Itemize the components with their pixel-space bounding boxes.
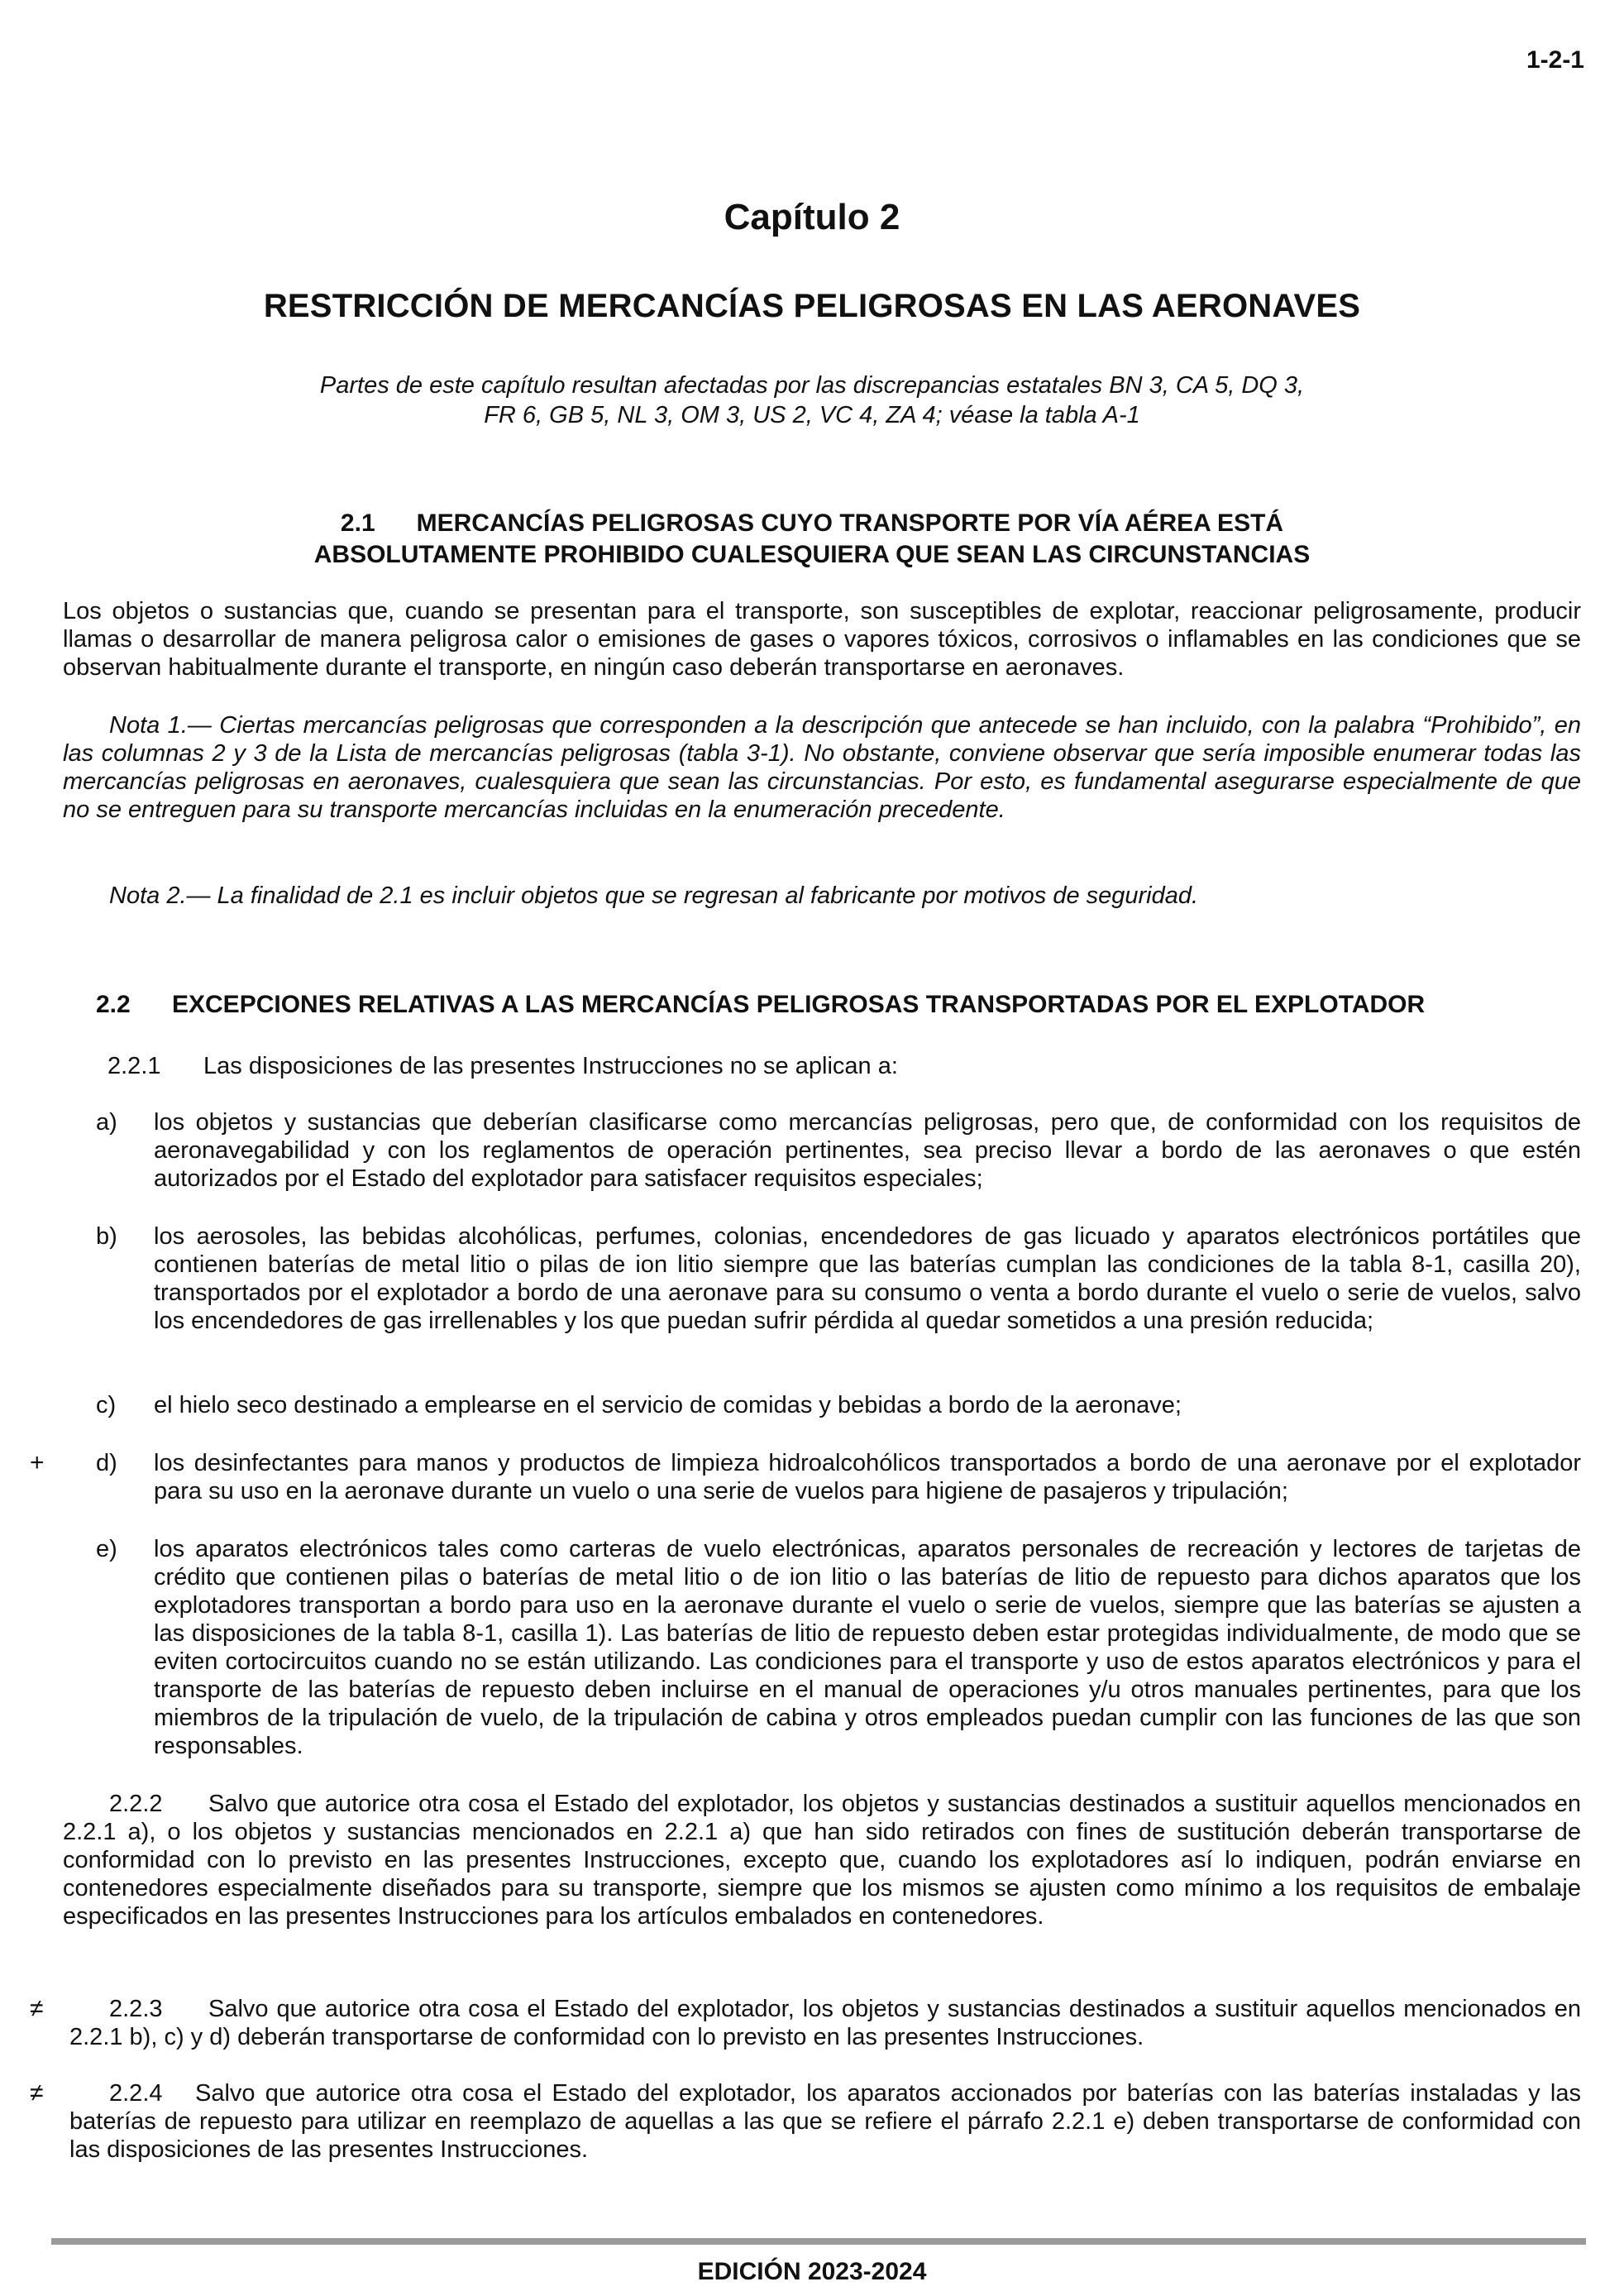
section-2-1-body: Los objetos o sustancias que, cuando se presentan para el transporte, son susceptibles de explotar, reaccionar peligrosamente, producir llamas o desarrollar de manera peligrosa calor o emisiones de gases o vapores tóxicos, corrosivos o inflamables en las condiciones que se observan habitualmente durante el transporte, en ningún caso deberán transportarse en aeronaves. [63,598,1581,681]
section-2-1-title-line-2: ABSOLUTAMENTE PROHIBIDO CUALESQUIERA QUE SEAN LAS CIRCUNSTANCIAS [313,541,1311,568]
footer-rule [51,2238,1586,2245]
list-item-label: c) [96,1392,117,1418]
paragraph-2-2-3-text: Salvo que autorice otra cosa el Estado del explotador, los objetos y sustancias destinados a sustituir aquellos mencionados en 2.2.1 b), c) y d) deberán transportarse de conformidad con lo previsto en las presentes Instrucciones. [69,1996,1581,2050]
list-item-text: los objetos y sustancias que deberían clasificarse como mercancías peligrosas, pero que, de conformidad con los requisitos de aeronavegabilidad y con los reglamentos de operación pertinentes, sea preciso llevar a bordo de las aeronaves o que estén autorizados por el Estado del explotador para satisfacer requisitos especiales; [154,1109,1581,1192]
list-item-label: b) [96,1223,117,1250]
section-2-1-title [0,508,1624,571]
list-item-text: los aerosoles, las bebidas alcohólicas, perfumes, colonias, encendedores de gas licuado y aparatos electrónicos portátiles que contienen baterías de metal litio o pilas de ion litio siempre que las baterías cumplan las condiciones de la tabla 8-1, casilla 20), transportados por el explotador a bordo de una aeronave para su consumo o venta a bordo durante el vuelo o serie de vuelos, salvo los encendedores de gas irrellenables y los que puedan sufrir pérdida al quedar sometidos a una presión reducida; [154,1223,1581,1334]
note-2-text: Nota 2.— La finalidad de 2.1 es incluir objetos que se regresan al fabricante por motivos de seguridad. [109,883,1199,909]
change-mark-not-equal: ≠ [30,2079,44,2107]
paragraph-2-2-2 [63,1790,1581,1930]
list-item-label: a) [96,1109,117,1136]
note-1-text: Nota 1.— Ciertas mercancías peligrosas que corresponden a la descripción que antecede se han incluido, con la palabra “Prohibido”, en las columnas 2 y 3 de la Lista de mercancías peligrosas (tabla 3-1). No obstante, conviene observar que sería imposible enumerar todas las mercancías peligrosas en aeronaves, cualesquiera que sean las circunstancias. Por esto, es fundamental asegurarse especialmente de que no se entreguen para su transporte mercancías incluidas en la enumeración precedente. [63,712,1581,823]
paragraph-2-2-2-text: Salvo que autorice otra cosa el Estado del explotador, los objetos y sustancias destinados a sustituir aquellos mencionados en 2.2.1 a), o los objetos y sustancias mencionados en 2.2.1 a) que han sido retirados con fines de sustitución deberán transportarse de conformidad con lo previsto en las presentes Instrucciones, excepto que, cuando los explotadores así lo indiquen, podrán enviarse en contenedores especialmente diseñados para su transporte, siempre que los mismos se ajusten como mínimo a los requisitos de embalaje especificados en las presentes Instrucciones para los artículos embalados en contenedores. [63,1791,1581,1930]
change-mark-not-equal: ≠ [30,1995,44,2022]
note-2 [63,882,1581,910]
list-item-text: los desinfectantes para manos y productos de limpieza hidroalcohólicos transportados a bordo de una aeronave por el explotador para su uso en la aeronave durante un vuelo o una serie de vuelos para higiene de pasajeros y tripulación; [154,1450,1581,1504]
paragraph-2-2-2-number: 2.2.2 [109,1791,163,1817]
paragraph-2-2-1 [107,1052,898,1080]
list-item-e [96,1535,1581,1760]
list-item-label: e) [96,1536,117,1562]
section-2-2-number: 2.2 [96,991,131,1018]
footer-edition: EDICIÓN 2023-2024 [697,2258,927,2285]
paragraph-2-2-4-number: 2.2.4 [109,2080,163,2107]
paragraph-2-2-1-number: 2.2.1 [107,1053,161,1079]
state-discrepancies-note [0,371,1624,430]
list-item-b [96,1222,1581,1335]
paragraph-2-2-1-text: Las disposiciones de las presentes Instrucciones no se aplican a: [203,1053,898,1079]
list-item-d [96,1449,1581,1505]
list-item-a [96,1108,1581,1193]
discrepancies-line-1: Partes de este capítulo resultan afectadas por las discrepancias estatales BN 3, CA 5, DQ 3, [319,372,1305,399]
section-2-2-heading [96,991,1425,1019]
change-mark-plus: + [30,1449,45,1476]
paragraph-2-2-4-text: Salvo que autorice otra cosa el Estado del explotador, los aparatos accionados por baterías con las baterías instaladas y las baterías de repuesto para utilizar en reemplazo de aquellas a las que se refiere el párrafo 2.2.1 e) deben transportarse de conformidad con las disposiciones de las presentes Instrucciones. [69,2080,1581,2163]
paragraph-2-2-3-number: 2.2.3 [109,1996,163,2022]
list-item-label: d) [96,1450,117,1476]
chapter-title: RESTRICCIÓN DE MERCANCÍAS PELIGROSAS EN LAS AERONAVES [263,288,1361,324]
page-number: 1-2-1 [1526,46,1584,74]
chapter-label: Capítulo 2 [724,197,900,237]
section-2-2-title: EXCEPCIONES RELATIVAS A LAS MERCANCÍAS PELIGROSAS TRANSPORTADAS POR EL EXPLOTADOR [172,991,1426,1018]
list-item-text: los aparatos electrónicos tales como carteras de vuelo electrónicas, aparatos personales de recreación y lectores de tarjetas de crédito que contienen pilas o baterías de metal litio o de ion litio o las baterías de litio de repuesto para dichos aparatos que los explotadores transportan a bordo para uso en la aeronave durante el vuelo o serie de vuelos, siempre que las baterías se ajusten a las disposiciones de la tabla 8-1, casilla 1). Las baterías de litio de repuesto deben estar protegidas individualmente, de modo que se eviten cortocircuitos cuando no se están utilizando. Las condiciones para el transporte y uso de estos aparatos electrónicos y para el transporte de las baterías de repuesto deben incluirse en el manual de operaciones y/u otros manuales pertinentes, para que los miembros de la tripulación de vuelo, de la tripulación de cabina y otros empleados puedan cumplir con las funciones de las que son responsables. [154,1536,1581,1759]
list-item-text: el hielo seco destinado a emplearse en el servicio de comidas y bebidas a bordo de la aeronave; [154,1392,1182,1418]
section-2-1-title-line-1: 2.1 MERCANCÍAS PELIGROSAS CUYO TRANSPORTE POR VÍA AÉREA ESTÁ [340,509,1284,537]
note-1 [63,711,1581,824]
list-item-c [96,1391,1581,1419]
discrepancies-line-2: FR 6, GB 5, NL 3, OM 3, US 2, VC 4, ZA 4; véase la tabla A-1 [484,402,1140,428]
paragraph-2-2-3 [69,1995,1581,2051]
paragraph-2-2-4 [69,2079,1581,2164]
